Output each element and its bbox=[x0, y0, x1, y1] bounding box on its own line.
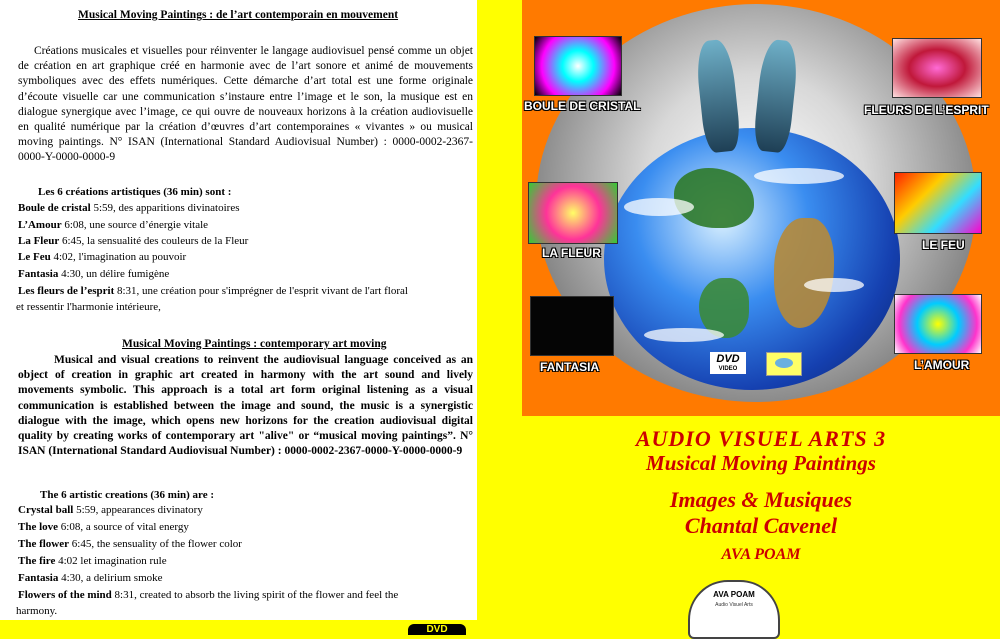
list-item bbox=[18, 572, 163, 584]
title-line3: Images & Musiques bbox=[669, 487, 853, 512]
thumbnail-amour bbox=[894, 294, 982, 354]
list-item bbox=[18, 202, 240, 214]
list-item bbox=[18, 285, 408, 297]
item-name: Flowers of the mind bbox=[18, 589, 112, 601]
item-desc: 5:59, appearances divinatory bbox=[73, 504, 203, 516]
continent bbox=[774, 218, 834, 328]
item-desc: 6:08, une source d’énergie vitale bbox=[61, 219, 209, 231]
logo-text: AVA POAM bbox=[713, 590, 755, 599]
list-item bbox=[18, 268, 169, 280]
label-feu: LE FEU bbox=[922, 238, 965, 252]
item-name: Fantasia bbox=[18, 572, 59, 584]
french-intro: Créations musicales et visuelles pour réinventer le langage audiovisuel pensé comme un objet de création en art graphique créé en harmonie avec de l’art sonore et animé de mouvements symboliques avec des effets numériques. Cette démarche d’art total est une forme originale d’écoute visuelle car une communication s’instaure entre l’image et le son, la musique est en dialogue synergique avec l’image, ce qui ouvre de nouveaux horizons à la création audiovisuelle en qualité numérique par la création d’œuvres d’art contemporaines « vivantes » ou musical moving paintings. N° ISAN (International Standard Audiovisual Number) : 0000-0002-2367-0000-Y-0000-0000-9 bbox=[18, 45, 473, 164]
item-desc: 8:31, une création pour s'imprégner de l'esprit vivant de l'art floral bbox=[114, 285, 408, 297]
item-desc: 4:30, a delirium smoke bbox=[58, 572, 163, 584]
earth-globe bbox=[604, 128, 900, 390]
list-item bbox=[18, 521, 189, 533]
list-item-continuation: et ressentir l'harmonie intérieure, bbox=[16, 301, 161, 313]
item-name: Les fleurs de l’esprit bbox=[18, 285, 115, 297]
item-desc: 4:02, l'imagination au pouvoir bbox=[50, 251, 187, 263]
item-name: L’Amour bbox=[18, 219, 62, 231]
title-line1: AUDIO VISUEL ARTS 3 bbox=[635, 426, 887, 451]
list-item bbox=[18, 219, 208, 231]
item-name: Boule de cristal bbox=[18, 202, 91, 214]
item-desc: 5:59, des apparitions divinatoires bbox=[90, 202, 240, 214]
cloud bbox=[804, 278, 864, 292]
thumbnail-fleur bbox=[528, 182, 618, 244]
item-desc: 4:30, un délire fumigène bbox=[58, 268, 170, 280]
thumbnail-fantasia bbox=[530, 296, 614, 356]
thumbnail-crystal bbox=[534, 36, 622, 96]
item-name: The love bbox=[18, 521, 59, 533]
item-desc: 4:02 let imagination rule bbox=[55, 555, 167, 567]
thumbnail-fleurs-esprit bbox=[892, 38, 982, 98]
english-list-title: The 6 artistic creations (36 min) are : bbox=[40, 489, 215, 501]
cloud bbox=[754, 168, 844, 184]
title-line2: Musical Moving Paintings bbox=[646, 451, 876, 475]
cloud bbox=[644, 328, 724, 342]
list-item bbox=[18, 251, 186, 263]
list-item bbox=[18, 504, 203, 516]
logo-subtext: Audio Visuel Arts bbox=[715, 602, 753, 608]
list-item bbox=[18, 538, 242, 550]
continent bbox=[674, 168, 754, 228]
item-desc: 8:31, created to absorb the living spirit of the flower and feel the bbox=[111, 589, 399, 601]
label-fleurs-esprit: FLEURS DE L’ESPRIT bbox=[864, 103, 989, 117]
dvd-sub-text: VIDEO bbox=[718, 366, 738, 372]
item-desc: 6:08, a source of vital energy bbox=[58, 521, 189, 533]
ava-poam-logo bbox=[688, 580, 780, 639]
list-item bbox=[18, 235, 248, 247]
title-line5: AVA POAM bbox=[721, 546, 801, 563]
description-panel bbox=[0, 0, 477, 620]
spine bbox=[477, 0, 522, 635]
dvd-video-logo bbox=[710, 352, 746, 374]
french-heading: Musical Moving Paintings : de l’art contemporain en mouvement bbox=[78, 9, 399, 21]
item-name: The fire bbox=[18, 555, 56, 567]
list-item-continuation: harmony. bbox=[16, 605, 58, 617]
bottom-strip bbox=[0, 620, 477, 635]
item-name: Crystal ball bbox=[18, 504, 74, 516]
english-intro: Musical and visual creations to reinvent the audiovisual language conceived as an object of creation in graphic art created in harmony with the art sound and lively movements symbolic. This approach is a total art form original listening as a visual communication is established between the image and sound, the music is a synergistic dialogue with the image, which opens new horizons for the creation audiovisual digital quality by creating works of contemporary art "alive" or “musical moving paintings”. N° ISAN (International Standard Audiovisual Number) : 0000-0002-2367-0000-Y-0000-0000-9 bbox=[18, 354, 473, 458]
cover-artwork bbox=[522, 0, 1000, 416]
list-item bbox=[18, 589, 398, 601]
item-name: Fantasia bbox=[18, 268, 59, 280]
item-name: The flower bbox=[18, 538, 70, 550]
label-fleur: LA FLEUR bbox=[542, 246, 601, 260]
item-desc: 6:45, the sensuality of the flower color bbox=[69, 538, 242, 550]
dvd-text: DVD bbox=[716, 353, 740, 365]
item-name: Le Feu bbox=[18, 251, 51, 263]
emblem-badge bbox=[766, 352, 802, 376]
thumbnail-feu bbox=[894, 172, 982, 234]
item-desc: 6:45, la sensualité des couleurs de la Fleur bbox=[59, 235, 249, 247]
cloud bbox=[624, 198, 694, 216]
list-item bbox=[18, 555, 167, 567]
label-fantasia: FANTASIA bbox=[540, 360, 600, 374]
french-list-title: Les 6 créations artistiques (36 min) sont : bbox=[38, 186, 232, 198]
item-name: La Fleur bbox=[18, 235, 60, 247]
label-amour: L’AMOUR bbox=[914, 358, 970, 372]
dvd-logo-bottom: DVD bbox=[408, 624, 466, 635]
english-heading: Musical Moving Paintings : contemporary art moving bbox=[122, 338, 387, 350]
title-line4: Chantal Cavenel bbox=[684, 513, 838, 538]
label-crystal: BOULE DE CRISTAL bbox=[524, 99, 641, 113]
